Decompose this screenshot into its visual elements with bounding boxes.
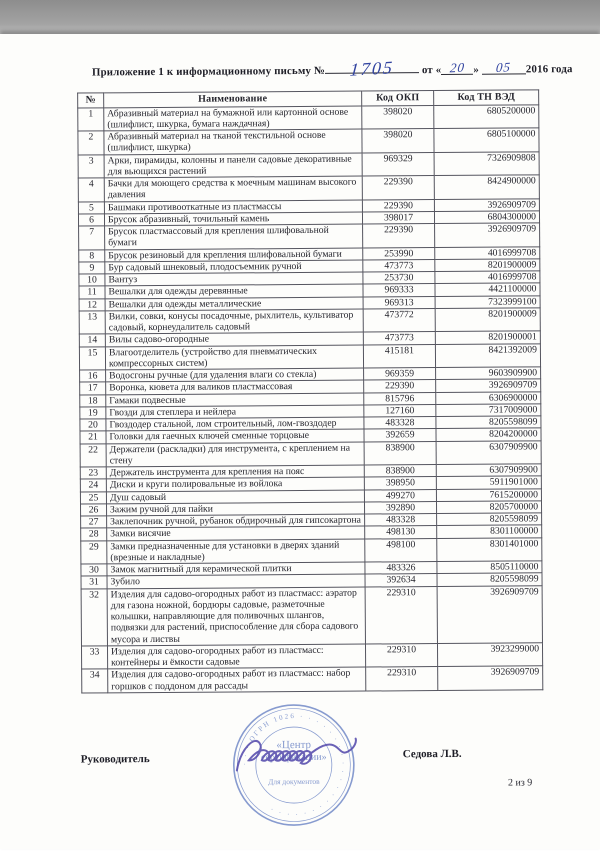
title-from-word: от « xyxy=(421,64,442,77)
handwritten-letter-number: 1705 xyxy=(349,57,395,80)
cell-row-number: 31 xyxy=(81,576,107,588)
col-header-name: Наименование xyxy=(104,91,362,107)
cell-okp-code: 838900 xyxy=(364,441,436,465)
table-row xyxy=(82,666,543,693)
cell-item-name: Абразивный материал на тканой текстильной основе (шлифлист, шкурка) xyxy=(104,129,362,154)
role-label: Руководитель xyxy=(80,753,150,766)
cell-tnved-code: 7326909808 xyxy=(434,151,539,175)
cell-row-number: 33 xyxy=(81,646,107,670)
cell-tnved-code: 8205598099 xyxy=(436,416,541,429)
cell-okp-code: 969333 xyxy=(363,284,435,297)
cell-row-number: 25 xyxy=(80,491,106,503)
cell-row-number: 19 xyxy=(80,407,106,419)
stamp-ring-text: · · · ОГРН 1026 · · · · · · · · · · · · · · · · · · · · · xyxy=(240,712,347,819)
cell-row-number: 12 xyxy=(79,298,105,310)
cell-tnved-code: 6805100000 xyxy=(434,128,539,152)
cell-row-number: 10 xyxy=(79,274,105,286)
cell-tnved-code: 7615200000 xyxy=(436,488,541,501)
cell-item-name: Вешалки для одежды металлические xyxy=(105,297,363,311)
cell-row-number: 34 xyxy=(82,669,108,693)
title-prefix: Приложение 1 к информационному письму № xyxy=(91,64,326,79)
cell-item-name: Вантуз xyxy=(105,272,363,286)
scanned-page xyxy=(0,34,600,849)
goods-table xyxy=(77,89,543,693)
cell-item-name: Вешалки для одежды деревянные xyxy=(105,284,363,298)
cell-okp-code: 127160 xyxy=(364,404,436,417)
cell-row-number: 22 xyxy=(80,443,106,467)
table-row xyxy=(79,343,540,370)
cell-okp-code: 229390 xyxy=(363,224,435,248)
table-row xyxy=(78,128,539,155)
cell-tnved-code: 8205700000 xyxy=(436,501,541,514)
cell-tnved-code: 6307909900 xyxy=(436,464,541,477)
cell-okp-code: 229310 xyxy=(365,643,437,667)
cell-row-number: 9 xyxy=(79,262,105,274)
cell-okp-code: 499270 xyxy=(364,489,436,502)
cell-tnved-code: 8205598099 xyxy=(437,573,542,586)
table-row xyxy=(81,643,542,670)
table-row xyxy=(78,151,539,178)
cell-row-number: 23 xyxy=(80,467,106,479)
cell-okp-code: 229390 xyxy=(362,199,434,212)
cell-row-number: 7 xyxy=(79,226,105,250)
page-number: 2 из 9 xyxy=(507,777,533,789)
page-content xyxy=(0,32,600,851)
cell-okp-code: 229390 xyxy=(362,176,434,200)
cell-okp-code: 815796 xyxy=(364,392,436,405)
cell-tnved-code: 3926909709 xyxy=(434,198,539,211)
cell-okp-code: 392634 xyxy=(365,574,437,587)
cell-item-name: Зубило xyxy=(107,574,365,588)
cell-tnved-code: 8301100000 xyxy=(437,525,542,538)
cell-okp-code: 473773 xyxy=(363,259,435,272)
cell-tnved-code: 4016999708 xyxy=(435,271,540,284)
cell-tnved-code: 3923299000 xyxy=(437,643,542,667)
cell-row-number: 8 xyxy=(79,249,105,261)
cell-tnved-code: 8421392009 xyxy=(435,343,540,367)
cell-tnved-code: 8201900009 xyxy=(435,259,540,272)
cell-okp-code: 229310 xyxy=(365,586,437,644)
handwritten-day: 20 xyxy=(449,59,466,76)
cell-item-name: Зажим ручной для пайки xyxy=(106,502,364,516)
cell-row-number: 4 xyxy=(78,178,104,202)
cell-item-name: Водосгоны ручные (для удаления влаги со стекла) xyxy=(106,368,364,382)
cell-tnved-code: 5911901000 xyxy=(436,476,541,489)
cell-tnved-code: 6804300000 xyxy=(434,211,539,224)
cell-item-name: Изделия для садово-огородных работ из пластмасс: контейнеры и ёмкости садовые xyxy=(107,644,365,669)
stamp-center-line2: сертификации» xyxy=(260,751,327,764)
cell-row-number: 2 xyxy=(78,131,104,155)
cell-item-name: Держатель инструмента для крепления на пояс xyxy=(106,465,364,479)
cell-item-name: Брусок абразивный, точильный камень xyxy=(104,212,362,226)
cell-tnved-code: 6306900000 xyxy=(436,391,541,404)
cell-tnved-code: 7323999100 xyxy=(435,295,540,308)
cell-item-name: Арки, пирамиды, колонны и панели садовые декоративные для вьющихся растений xyxy=(104,153,362,178)
cell-okp-code: 398017 xyxy=(362,211,434,224)
cell-row-number: 21 xyxy=(80,431,106,443)
cell-item-name: Гвозди для степлера и нейлера xyxy=(106,405,364,419)
cell-row-number: 13 xyxy=(79,311,105,335)
cell-row-number: 1 xyxy=(78,107,104,131)
cell-tnved-code: 8301401000 xyxy=(437,537,542,561)
cell-tnved-code: 9603909900 xyxy=(436,367,541,380)
handwritten-month: 05 xyxy=(495,59,513,76)
cell-okp-code: 969313 xyxy=(363,296,435,309)
cell-tnved-code: 8201900009 xyxy=(435,308,540,332)
cell-tnved-code: 6805200000 xyxy=(434,104,539,128)
title-year: 2016 года xyxy=(525,63,573,76)
cell-item-name: Головки для гаечных ключей сменные торцовые xyxy=(106,429,364,443)
cell-row-number: 26 xyxy=(80,504,106,516)
cell-okp-code: 498100 xyxy=(365,538,437,562)
cell-row-number: 5 xyxy=(78,201,104,213)
cell-row-number: 30 xyxy=(81,564,107,576)
cell-row-number: 18 xyxy=(80,394,106,406)
cell-okp-code: 392659 xyxy=(364,429,436,442)
title-quote-close: » xyxy=(473,63,480,76)
cell-tnved-code: 8424900000 xyxy=(434,175,539,199)
cell-row-number: 6 xyxy=(78,214,104,226)
scanner-background xyxy=(0,0,600,34)
cell-tnved-code: 7317009000 xyxy=(436,404,541,417)
cell-okp-code: 473773 xyxy=(363,332,435,345)
table-row xyxy=(78,175,539,202)
cell-item-name: Заклепочник ручной, рубанок обдирочный для гипсокартона xyxy=(107,514,365,528)
cell-row-number: 17 xyxy=(80,382,106,394)
cell-row-number: 14 xyxy=(79,334,105,346)
stamp-center-line1: «Центр xyxy=(276,738,312,752)
cell-tnved-code: 6307909900 xyxy=(436,440,541,464)
cell-item-name: Замок магнитный для керамической плитки xyxy=(107,562,365,576)
cell-row-number: 15 xyxy=(79,346,105,370)
cell-okp-code: 253730 xyxy=(363,272,435,285)
cell-okp-code: 398020 xyxy=(362,105,434,129)
month-blank xyxy=(482,60,526,74)
cell-row-number: 27 xyxy=(81,516,107,528)
table-row xyxy=(79,308,540,335)
cell-okp-code: 398020 xyxy=(362,129,434,153)
cell-row-number: 28 xyxy=(81,528,107,540)
cell-row-number: 32 xyxy=(81,588,107,645)
cell-item-name: Абразивный материал на бумажной или картонной основе (шлифлист, шкурка, бумага наждачная) xyxy=(104,106,362,131)
cell-okp-code: 415181 xyxy=(363,344,435,368)
cell-okp-code: 498130 xyxy=(365,526,437,539)
cell-tnved-code: 3926909709 xyxy=(437,585,542,643)
cell-item-name: Вилы садово-огородные xyxy=(105,332,363,346)
cell-tnved-code: 8505110000 xyxy=(437,561,542,574)
cell-tnved-code: 8205598099 xyxy=(437,513,542,526)
cell-row-number: 20 xyxy=(80,419,106,431)
cell-item-name: Изделия для садово-огородных работ из пластмасс: аэратор для газона ножной, бордюры садовые, разметочные колышки, направляющие для поливочных шлангов, подвязки для растений, приспособление для сбора садового мусора и листвы xyxy=(107,587,365,646)
cell-item-name: Диски и круги полировальные из войлока xyxy=(106,477,364,491)
cell-okp-code: 229310 xyxy=(366,667,438,691)
cell-item-name: Замки висячие xyxy=(107,526,365,540)
cell-row-number: 11 xyxy=(79,286,105,298)
cell-row-number: 29 xyxy=(81,540,107,564)
cell-okp-code: 398950 xyxy=(364,477,436,490)
table-row xyxy=(79,223,540,250)
table-body xyxy=(78,104,543,692)
cell-okp-code: 483328 xyxy=(364,417,436,430)
table-row xyxy=(80,440,541,467)
cell-item-name: Гвоздодер стальной, лом строительный, лом-гвоздодер xyxy=(106,417,364,431)
cell-item-name: Бур садовый шнековый, плодосъемник ручной xyxy=(105,260,363,274)
day-blank xyxy=(441,61,473,75)
table-row xyxy=(81,537,542,564)
cell-okp-code: 483328 xyxy=(365,514,437,527)
cell-item-name: Бачки для моющего средства к моечным машинам высокого давления xyxy=(104,176,362,201)
cell-item-name: Брусок пластмассовый для крепления шлифовальной бумаги xyxy=(105,224,363,249)
document-title xyxy=(92,58,598,81)
stamp-sub-text: Для документов xyxy=(268,776,320,787)
signer-name: Седова Л.В. xyxy=(402,747,462,761)
col-header-okp: Код ОКП xyxy=(362,91,434,106)
cell-item-name: Душ садовый xyxy=(106,490,364,504)
cell-item-name: Воронка, кювета для валиков пластмассовая xyxy=(106,380,364,394)
cell-item-name: Держатели (раскладки) для инструмента, с креплением на стену xyxy=(106,442,364,467)
cell-tnved-code: 4016999708 xyxy=(435,246,540,259)
table-row xyxy=(78,104,539,131)
cell-okp-code: 969329 xyxy=(362,152,434,176)
cell-row-number: 16 xyxy=(80,370,106,382)
cell-item-name: Вилки, совки, конусы посадочные, рыхлитель, культиватор садовый, корнеудалитель садовый xyxy=(105,309,363,334)
col-header-tnved: Код ТН ВЭД xyxy=(434,90,539,105)
cell-tnved-code: 3926909709 xyxy=(438,666,543,690)
cell-tnved-code: 8204200000 xyxy=(436,428,541,441)
cell-row-number: 24 xyxy=(80,479,106,491)
cell-okp-code: 473772 xyxy=(363,308,435,332)
cell-tnved-code: 8201900001 xyxy=(435,331,540,344)
col-header-number: № xyxy=(78,93,104,108)
cell-tnved-code: 3926909709 xyxy=(436,379,541,392)
cell-okp-code: 969359 xyxy=(364,368,436,381)
cell-item-name: Башмаки противооткатные из пластмассы xyxy=(104,200,362,214)
cell-row-number: 3 xyxy=(78,154,104,178)
cell-tnved-code: 3926909709 xyxy=(435,223,540,247)
signature-scribble xyxy=(229,730,365,783)
cell-okp-code: 392890 xyxy=(364,501,436,514)
cell-okp-code: 253990 xyxy=(363,247,435,260)
table-row xyxy=(81,585,542,645)
cell-item-name: Влагоотделитель (устройство для пневматических компрессорных систем) xyxy=(105,345,363,370)
letter-number-blank xyxy=(325,57,419,80)
cell-item-name: Гамаки подвесные xyxy=(106,393,364,407)
cell-okp-code: 229390 xyxy=(364,380,436,393)
cell-tnved-code: 4421100000 xyxy=(435,283,540,296)
cell-okp-code: 483326 xyxy=(365,562,437,575)
cell-item-name: Брусок резиновый для крепления шлифовальной бумаги xyxy=(105,248,363,262)
cell-okp-code: 838900 xyxy=(364,465,436,478)
cell-item-name: Изделия для садово-огородных работ из пластмасс: набор горшков с поддоном для рассады xyxy=(108,667,366,692)
cell-item-name: Замки предназначенные для установки в дверях зданий (врезные и накладные) xyxy=(107,539,365,564)
